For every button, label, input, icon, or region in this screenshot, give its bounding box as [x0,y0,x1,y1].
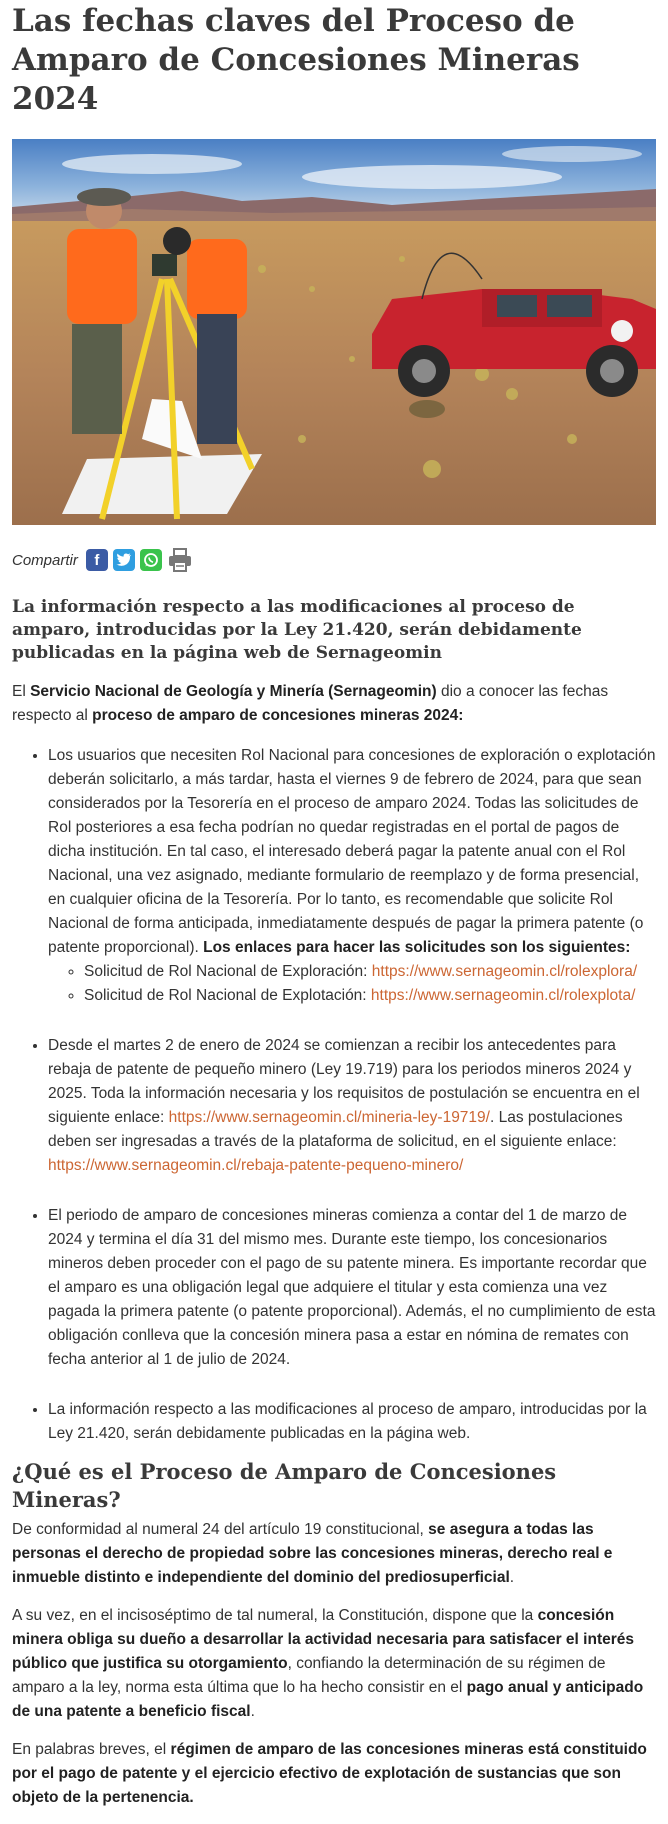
page-title: Las fechas claves del Proceso de Amparo de Concesiones Mineras 2024 [12,3,580,117]
facebook-icon[interactable]: f [86,549,108,571]
share-bar [12,549,656,571]
mineria-ley-link[interactable]: https://www.sernageomin.cl/mineria-ley-19719/ [168,1109,490,1126]
list-item: ◦ Solicitud de Rol Nacional de Explotación: https://www.sernageomin.cl/rolexplota/ [84,984,656,1008]
section-title: ¿Qué es el Proceso de Amparo de Concesiones Mineras? [12,1459,557,1512]
list-item: • Desde el martes 2 de enero de 2024 se comienzan a recibir los antecedentes para rebaja de patente de pequeño minero (Ley 19.719) para los periodos mineros 2024 y 2025. Toda la información necesaria y los requisitos de postulación se encuentra en el siguiente enlace: https://www.sernageomin.cl/mineria-ley-19719/. Las postulaciones deben ser ingresadas a través de la plataforma de solicitud, en el siguiente enlace: https://www.sernageomin.cl/rebaja-patente-pequeno-minero/ [48,1034,656,1178]
request-links-list [48,960,656,1008]
whatsapp-icon[interactable] [140,549,162,571]
print-icon[interactable] [167,549,193,571]
rebaja-patente-link[interactable]: https://www.sernageomin.cl/rebaja-patente-pequeno-minero/ [48,1157,464,1174]
list-item: • Los usuarios que necesiten Rol Nacional para concesiones de exploración o explotación deberán solicitarlo, a más tardar, hasta el viernes 9 de febrero de 2024, para que sean considerados por la Tesorería en el proceso de amparo 2024. Todas las solicitudes de Rol posteriores a esa fecha podrían no quedar registradas en el portal de pagos de dicha institución. En tal caso, el interesado deberá pagar la patente anual con el Rol Nacional, una vez asignado, mediante formulario de reemplazo y de forma presencial, en cualquier oficina de la Tesorería. Por lo tanto, es recomendable que solicite Rol Nacional de forma anticipada, inmediatamente después de pagar la primera patente (o patente proporcional). Los enlaces para hacer las solicitudes son los siguientes: ◦ Solicitud de Rol Nacional de Exploración: https://www.sernageomin.cl/rolexplora/ ◦ Solicitud de Rol Nacional de Explotación: https://www.sernageomin.cl/rolexplota/ [48,744,656,1008]
list-item: ◦ Solicitud de Rol Nacional de Exploración: https://www.sernageomin.cl/rolexplora/ [84,960,656,984]
share-label: Compartir [12,551,78,569]
article-lead: La información respecto a las modificaciones al proceso de amparo, introducidas por la Ley 21.420, serán debidamente publicadas en la página web de Sernageomin [12,597,582,663]
intro-paragraph: El Servicio Nacional de Geología y Minería (Sernageomin) dio a conocer las fechas respecto al proceso de amparo de concesiones mineras 2024: [12,683,609,724]
hero-image [12,139,656,525]
twitter-icon[interactable] [113,549,135,571]
rolexplota-link[interactable]: https://www.sernageomin.cl/rolexplota/ [370,987,636,1004]
paragraph: En palabras breves, el régimen de amparo de las concesiones mineras está constituido por el pago de patente y el ejercicio efectivo de explotación de sustancias que son objeto de la pertenencia. [12,1741,647,1806]
key-dates-list [12,744,656,1446]
list-item: • El periodo de amparo de concesiones mineras comienza a contar del 1 de marzo de 2024 y termina el día 31 del mismo mes. Durante este tiempo, los concesionarios mineros deben proceder con el pago de su patente minera. Es importante recordar que el amparo es una obligación legal que adquiere el titular y esta comienza una vez pagada la primera patente (o patente proporcional). Además, el no cumplimiento de esta obligación conlleva que la concesión minera pasa a estar en nómina de remates con fecha anterior al 1 de julio de 2024. [48,1204,656,1372]
paragraph: De conformidad al numeral 24 del artículo 19 constitucional, se asegura a todas las personas el derecho de propiedad sobre las concesiones mineras, derecho real e inmueble distinto e independiente del dominio del prediosuperficial. [12,1521,613,1586]
paragraph: A su vez, en el incisoséptimo de tal numeral, la Constitución, dispone que la concesión minera obliga su dueño a desarrollar la actividad necesaria para satisfacer el interés público que justifica su otorgamiento, confiando la determinación de su régimen de amparo a la ley, norma esta última que lo ha hecho consistir en el pago anual y anticipado de una patente a beneficio fiscal. [12,1607,644,1720]
rolexplora-link[interactable]: https://www.sernageomin.cl/rolexplora/ [371,963,638,980]
list-item: • La información respecto a las modificaciones al proceso de amparo, introducidas por la Ley 21.420, serán debidamente publicadas en la página web. [48,1398,656,1446]
